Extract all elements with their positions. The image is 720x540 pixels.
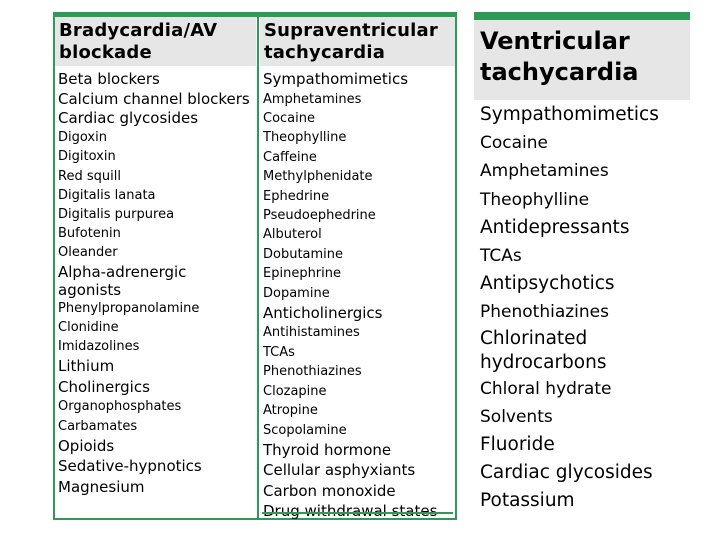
vt-list: [480, 101, 690, 516]
list-item: Anticholinergics: [263, 303, 383, 322]
list-item: Cardiac glycosides: [58, 108, 199, 127]
list-item: Imidazolines: [58, 339, 140, 355]
list-item: Sympathomimetics: [263, 70, 409, 88]
list-item: Cocaine: [480, 133, 548, 154]
list-item: Fluoride: [480, 434, 555, 456]
right-table-top-bar: [474, 12, 690, 20]
svt-list: [263, 69, 455, 522]
header-bradycardia-title: Bradycardia/AV blockade: [59, 20, 218, 63]
list-item: Antipsychotics: [480, 273, 615, 295]
list-item: Antidepressants: [480, 216, 630, 238]
list-item: TCAs: [263, 344, 295, 360]
list-item: Lithium: [58, 357, 115, 376]
header-svt: [260, 17, 455, 66]
list-item: TCAs: [480, 246, 522, 267]
list-item: Digitoxin: [58, 149, 116, 165]
list-item: Carbon monoxide: [263, 481, 396, 500]
list-item: Digoxin: [58, 130, 107, 146]
list-item: Amphetamines: [263, 91, 362, 107]
list-item: Oleander: [58, 245, 118, 261]
list-item: Chloral hydrate: [480, 378, 612, 399]
list-item: Caffeine: [263, 149, 317, 165]
list-item: Chlorinated hydrocarbons: [480, 327, 607, 373]
list-item: Atropine: [263, 403, 318, 419]
list-item: Cellular asphyxiants: [263, 461, 416, 480]
list-item: Organophosphates: [58, 399, 182, 415]
header-bradycardia: [55, 17, 256, 66]
list-item: Amphetamines: [480, 161, 609, 182]
list-item: Cardiac glycosides: [480, 462, 653, 484]
list-item: Magnesium: [58, 478, 145, 496]
list-item: Scopolamine: [263, 422, 347, 438]
list-item: Opioids: [58, 436, 115, 455]
list-item: Dobutamine: [263, 246, 344, 262]
list-item: Cocaine: [263, 110, 315, 126]
list-item: Clozapine: [263, 383, 327, 399]
list-item: Calcium channel blockers: [58, 89, 250, 108]
list-item: Phenothiazines: [263, 364, 362, 380]
list-item: Digitalis lanata: [58, 187, 156, 203]
list-item: Epinephrine: [263, 266, 341, 282]
list-item: Beta blockers: [58, 70, 160, 88]
header-vt-title: Ventricular tachycardia: [480, 27, 639, 86]
list-item: Solvents: [480, 406, 553, 427]
list-item: Albuterol: [263, 227, 322, 243]
list-item: Theophylline: [480, 189, 590, 210]
list-item: Ephedrine: [263, 188, 330, 204]
list-item: Cholinergics: [58, 377, 150, 396]
column-divider: [257, 17, 259, 518]
left-table: [53, 12, 457, 520]
list-item: Dopamine: [263, 285, 330, 301]
list-item: Carbamates: [58, 418, 138, 434]
list-item: Antihistamines: [263, 325, 360, 341]
list-item: Bufotenin: [58, 226, 121, 242]
list-item: Sedative-hypnotics: [58, 457, 202, 476]
list-item: Thyroid hormone: [263, 440, 392, 459]
list-item: Theophylline: [263, 130, 347, 146]
list-item: Digitalis purpurea: [58, 207, 175, 222]
last-row-underline: [262, 512, 453, 514]
list-item: Clonidine: [58, 319, 119, 335]
bradycardia-list: [58, 69, 254, 498]
list-item: Red squill: [58, 168, 121, 184]
header-svt-title: Supraventricular tachycardia: [264, 20, 438, 63]
list-item: Methylphenidate: [263, 169, 373, 185]
list-item: Pseudoephedrine: [263, 207, 376, 223]
right-table: [474, 12, 690, 518]
list-item: Sympathomimetics: [480, 104, 659, 125]
list-item: Phenylpropanolamine: [58, 300, 200, 316]
list-item: Alpha-adrenergic agonists: [58, 262, 187, 299]
list-item: Potassium: [480, 490, 575, 512]
list-item: Phenothiazines: [480, 302, 609, 323]
header-vt: [474, 20, 690, 100]
